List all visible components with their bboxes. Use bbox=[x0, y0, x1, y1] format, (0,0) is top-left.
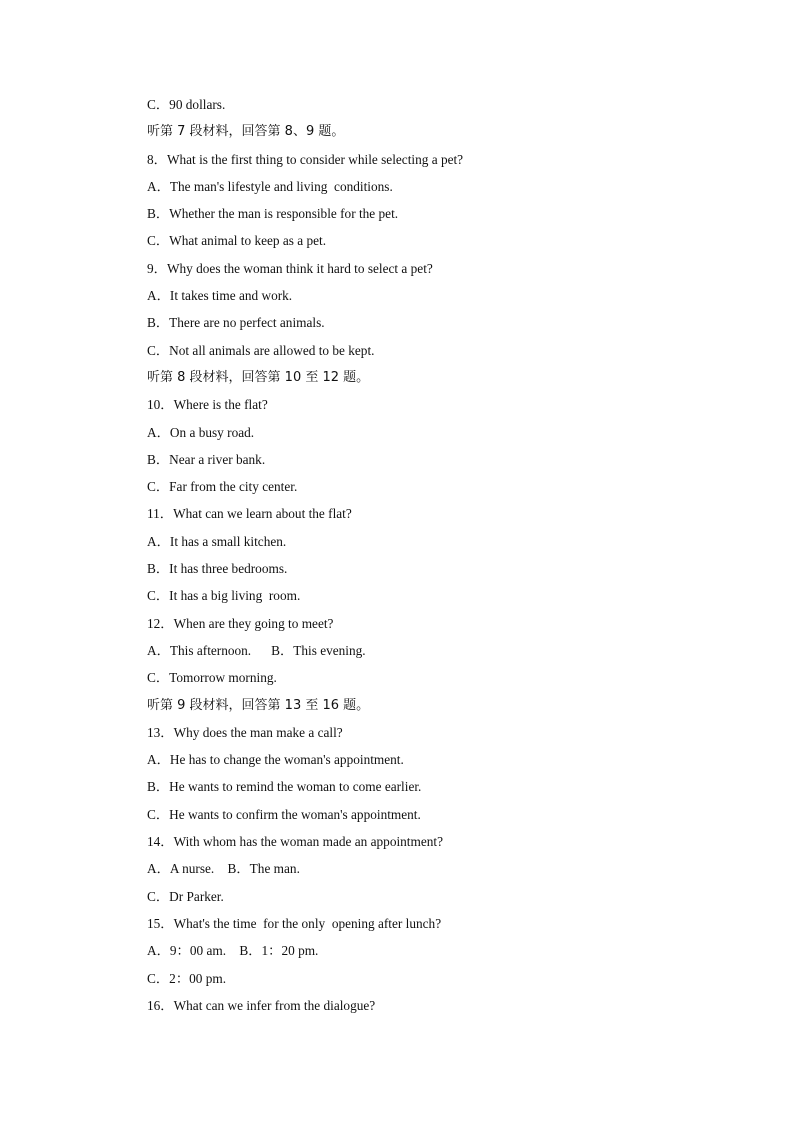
question-text: 16．What can we infer from the dialogue? bbox=[147, 997, 376, 1013]
answer-option: C．Dr Parker. bbox=[147, 888, 224, 904]
answer-option: C．90 dollars. bbox=[147, 97, 226, 112]
section-heading: 听第 8 段材料，回答第 10 至 12 题。 bbox=[147, 369, 370, 385]
answer-option: A．The man's lifestyle and living conditions. bbox=[147, 178, 393, 194]
answer-option: B．It has three bedrooms. bbox=[147, 561, 288, 577]
answer-option: A．A nurse. B．The man. bbox=[147, 861, 300, 877]
answer-option: A．9：00 am. B．1：20 pm. bbox=[147, 943, 319, 959]
section-heading: 听第 9 段材料，回答第 13 至 16 题。 bbox=[147, 697, 370, 713]
question-text: 15．What's the time for the only opening after lunch? bbox=[147, 915, 442, 931]
question-text: 13．Why does the man make a call? bbox=[147, 724, 343, 740]
answer-option: C．What animal to keep as a pet. bbox=[147, 233, 327, 249]
question-text: 8．What is the first thing to consider while selecting a pet? bbox=[147, 151, 464, 167]
question-text: 14．With whom has the woman made an appointment? bbox=[147, 834, 443, 850]
answer-option: A．It has a small kitchen. bbox=[147, 533, 287, 549]
question-text: 11．What can we learn about the flat? bbox=[147, 506, 352, 522]
question-text: 12．When are they going to meet? bbox=[147, 615, 334, 631]
answer-option: B．Near a river bank. bbox=[147, 451, 266, 467]
answer-option: A．It takes time and work. bbox=[147, 288, 293, 304]
answer-option: B．Whether the man is responsible for the pet. bbox=[147, 206, 399, 222]
question-text: 10．Where is the flat? bbox=[147, 397, 268, 413]
answer-option: C．Tomorrow morning. bbox=[147, 670, 277, 686]
question-text: 9．Why does the woman think it hard to select a pet? bbox=[147, 260, 433, 276]
answer-option: A．This afternoon. B．This evening. bbox=[147, 642, 366, 658]
answer-option: C．2：00 pm. bbox=[147, 970, 227, 986]
answer-option: B．There are no perfect animals. bbox=[147, 315, 325, 331]
answer-option: A．On a busy road. bbox=[147, 424, 255, 440]
answer-option: C．Far from the city center. bbox=[147, 479, 298, 495]
document-body bbox=[147, 91, 707, 1019]
answer-option: C．It has a big living room. bbox=[147, 588, 301, 604]
section-heading: 听第 7 段材料，回答第 8、9 题。 bbox=[147, 124, 345, 140]
answer-option: B．He wants to remind the woman to come earlier. bbox=[147, 779, 422, 795]
answer-option: C．He wants to confirm the woman's appointment. bbox=[147, 806, 421, 822]
answer-option: C．Not all animals are allowed to be kept. bbox=[147, 342, 375, 358]
answer-option: A．He has to change the woman's appointment. bbox=[147, 752, 404, 768]
